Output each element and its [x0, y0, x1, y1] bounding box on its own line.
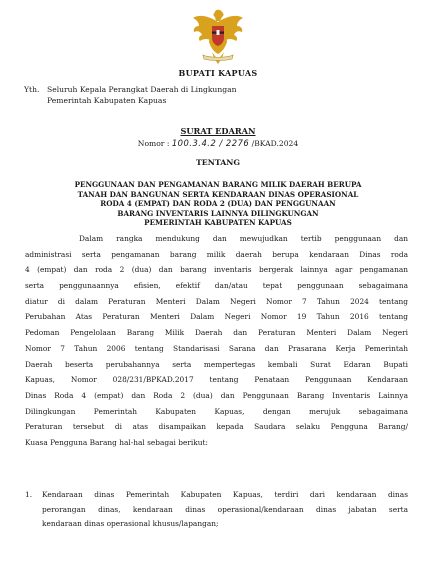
issuer-heading: BUPATI KAPUAS: [178, 68, 258, 78]
list-item-number: 1.: [25, 490, 33, 499]
body-line: administrasi serta pengamanan barang milik daerah berupa kendaraan Dinas roda: [25, 249, 408, 259]
letter-number: [0, 138, 436, 148]
body-paragraph: [25, 231, 408, 451]
body-line: diatur di dalam Peraturan Menteri Dalam Negeri Nomor 7 Tahun 2024 tentang: [25, 296, 408, 306]
body-line: Dalam rangka mendukung dan mewujudkan tertib penggunaan dan: [79, 234, 408, 243]
addressee-label: Yth.: [24, 85, 40, 94]
subject-line: BARANG INVENTARIS LAINNYA DILINGKUNGAN: [117, 208, 319, 218]
list-item-line: perorangan dinas, kendaraan dinas operasional/kendaraan dinas jabatan serta: [42, 504, 408, 514]
addressee-line: Pemerintah Kabupaten Kapuas: [47, 96, 167, 105]
body-line: Kapuas, Nomor 028/231/BPKAD.2017 tentang Penataan Penggunaan Kendaraan: [25, 375, 408, 385]
subject-line: PENGGUNAAN DAN PENGAMANAN BARANG MILIK DAERAH BERUPA: [74, 180, 362, 189]
body-line: serta penggunaannya efisien, efektif dan/atau tepat penggunaan sebagaimana: [25, 281, 408, 291]
body-line: Kuasa Pengguna Barang hal-hal sebagai berikut:: [25, 437, 208, 447]
list-item-line: Kendaraan dinas Pemerintah Kabupaten Kapuas, terdiri dari kendaraan dinas: [42, 490, 408, 499]
list-item-text: [42, 488, 408, 532]
letter-subject: [40, 180, 396, 228]
body-line: Dilingkungan Pemerintah Kabupaten Kapuas, dengan merujuk sebagaimana: [25, 406, 408, 416]
subject-line: PEMERINTAH KABUPATEN KAPUAS: [144, 218, 292, 228]
number-suffix: /BKAD.2024: [251, 139, 299, 148]
number-handwritten: 100.3.4.2 / 2276: [171, 138, 250, 148]
number-label: Nomor :: [137, 139, 170, 148]
body-line: Peraturan tersebut di atas disampaikan kepada Saudara selaku Pengguna Barang/: [25, 422, 408, 432]
body-line: Pedoman Pengelolaan Barang Milik Daerah dan Peraturan Menteri Dalam Negeri: [25, 328, 408, 338]
subject-line: TANAH DAN BANGUNAN SERTA KENDARAAN DINAS OPERASIONAL: [77, 189, 359, 199]
list-item-line: kendaraan dinas operasional khusus/lapangan;: [42, 519, 219, 529]
body-line: Perubahan Atas Peraturan Menteri Dalam Negeri Nomor 19 Tahun 2016 tentang: [25, 312, 408, 322]
letter-title: SURAT EDARAN: [180, 126, 256, 136]
body-line: Daerah beserta perubahannya serta mempertegas kembali Surat Edaran Bupati: [25, 359, 408, 369]
addressee-line: Seluruh Kepala Perangkat Daerah di Lingkungan: [47, 85, 237, 94]
subject-line: RODA 4 (EMPAT) DAN RODA 2 (DUA) DAN PENGGUNAAN: [100, 199, 336, 209]
garuda-emblem-icon: [191, 8, 245, 66]
body-line: 4 (empat) dan roda 2 (dua) dan barang inventaris bergerak lainnya agar pengamanan: [25, 265, 408, 275]
body-line: Dinas Roda 4 (empat) dan Roda 2 (dua) dan Penggunaan Barang Inventaris Lainnya: [25, 390, 408, 400]
body-line: Nomor 7 Tahun 2006 tentang Standarisasi Sarana dan Prasarana Kerja Pemerintah: [25, 343, 408, 353]
about-label: TENTANG: [195, 158, 241, 167]
